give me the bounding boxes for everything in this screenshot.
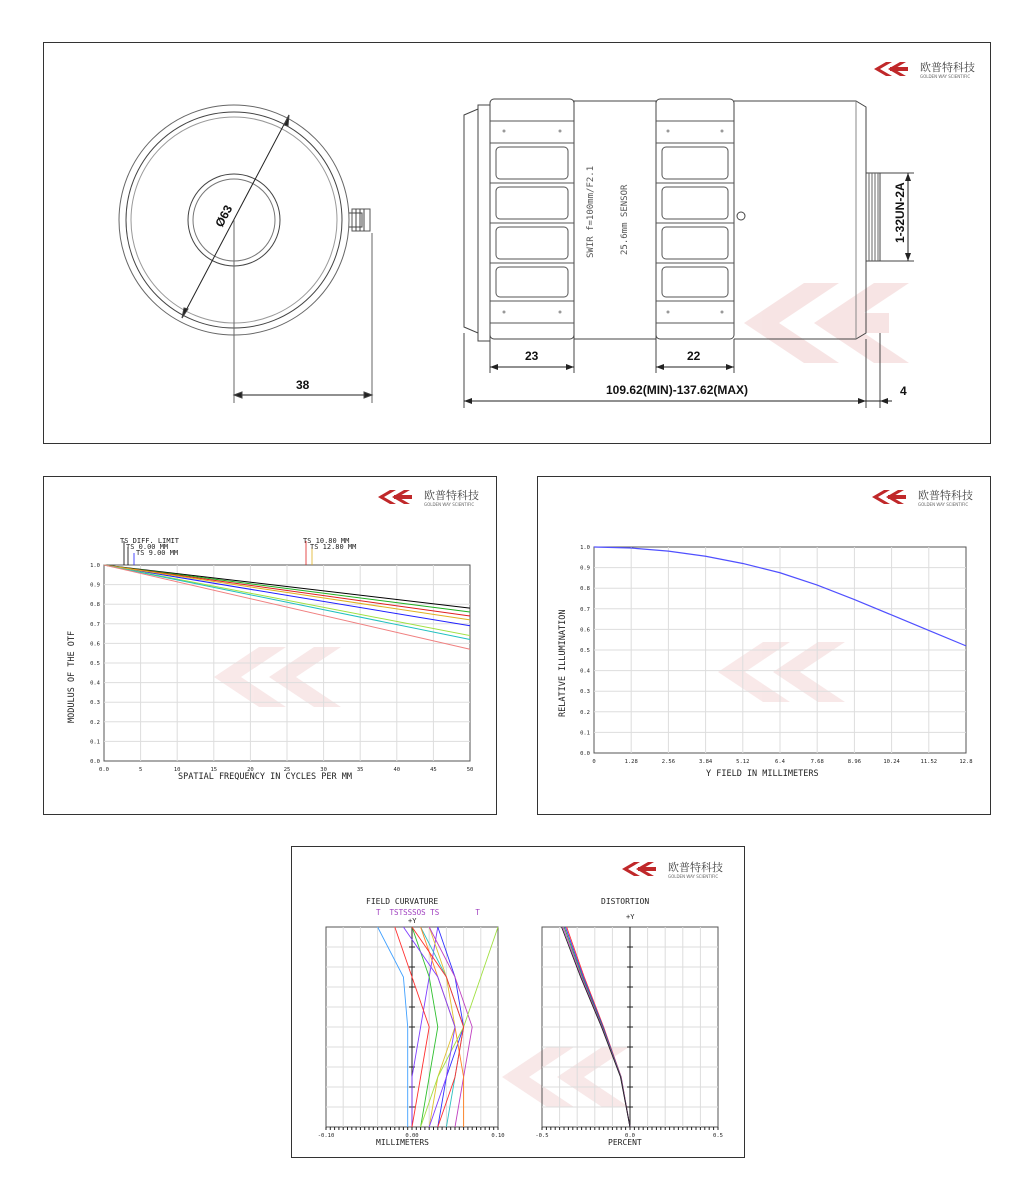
mtf-legend-entry: TS 12.80 MM: [310, 543, 357, 551]
ri-x-tick: 6.4: [775, 759, 785, 765]
logo-text-en: GOLDEN WAY SCIENTIFIC: [918, 502, 969, 507]
mtf-x-tick: 35: [356, 767, 364, 773]
mtf-ylabel: MODULUS OF THE OTF: [67, 630, 77, 723]
mtf-chart: [44, 477, 498, 816]
ri-y-tick: 0.4: [580, 668, 590, 675]
illumination-panel: [537, 476, 991, 815]
ri-y-tick: 0.2: [580, 709, 590, 716]
watermark-logo: [502, 1047, 629, 1107]
fc-axis-label: +Y: [408, 917, 417, 925]
mtf-y-tick: 0.4: [90, 680, 100, 687]
logo-mark: [378, 490, 412, 504]
grip1-dimension: 23: [525, 349, 539, 363]
ri-y-tick: 0.0: [580, 751, 590, 757]
dist-axis-label: +Y: [626, 913, 635, 921]
mtf-y-tick: 0.3: [90, 700, 100, 707]
mtf-legend-entry: TS DIFF. LIMIT: [120, 537, 180, 545]
aberration-panel: [291, 846, 745, 1158]
mtf-x-tick: 40: [393, 767, 401, 773]
engrave-sensor: 25.6mm SENSOR: [620, 184, 630, 255]
logo-text-en: GOLDEN WAY SCIENTIFIC: [668, 874, 719, 879]
logo-text-en: GOLDEN WAY SCIENTIFIC: [920, 74, 971, 79]
fc-x-tick: 0.10: [491, 1133, 505, 1139]
mtf-x-tick: 15: [210, 767, 218, 773]
ri-y-tick: 0.8: [580, 586, 590, 593]
lens-front-view: [119, 105, 372, 403]
mtf-legend-entry: TS 9.00 MM: [136, 549, 179, 557]
logo-text-en: GOLDEN WAY SCIENTIFIC: [424, 502, 475, 507]
length-dimension: 109.62(MIN)-137.62(MAX): [606, 383, 749, 397]
logo-text-cn: 欧普特科技: [918, 489, 973, 502]
fc-x-tick: -0.10: [317, 1133, 335, 1139]
mechanical-drawing-panel: [43, 42, 991, 444]
ri-y-tick: 1.0: [580, 545, 590, 551]
logo-mark: [872, 490, 906, 504]
dist-x-tick: 0.0: [625, 1133, 635, 1139]
flange-dimension: 4: [900, 384, 907, 398]
ri-x-tick: 8.96: [847, 759, 862, 765]
mtf-y-tick: 0.8: [90, 602, 100, 609]
mtf-legend-entry: TS 0.00 MM: [126, 543, 169, 551]
mtf-y-tick: 0.9: [90, 582, 100, 589]
mtf-xlabel: SPATIAL FREQUENCY IN CYCLES PER MM: [178, 772, 352, 782]
mtf-y-tick: 0.1: [90, 739, 100, 746]
ri-y-tick: 0.6: [580, 627, 590, 634]
ri-x-tick: 2.56: [661, 759, 676, 765]
logo: [872, 487, 982, 509]
ri-x-tick: 7.68: [810, 759, 824, 765]
mtf-x-tick: 5: [138, 767, 143, 773]
offset-dimension: 38: [296, 378, 310, 392]
ri-x-tick: 5.12: [736, 759, 750, 765]
mtf-y-tick: 0.0: [90, 759, 100, 765]
fc-xlabel: MILLIMETERS: [376, 1138, 429, 1147]
ri-xlabel: Y FIELD IN MILLIMETERS: [706, 769, 819, 779]
dist-x-tick: 0.5: [713, 1133, 723, 1139]
thread-dimension: 1-32UN-2A: [893, 182, 907, 243]
mtf-legend-entry: TS 10.80 MM: [303, 537, 350, 545]
dist-x-tick: -0.5: [535, 1133, 549, 1139]
aberration-charts: [292, 847, 746, 1159]
ri-y-tick: 0.7: [580, 606, 590, 613]
mechanical-drawing: [44, 43, 992, 445]
ri-x-tick: 0: [592, 759, 596, 765]
mtf-panel: [43, 476, 497, 815]
ri-x-tick: 3.84: [698, 759, 713, 765]
dist-xlabel: PERCENT: [608, 1138, 642, 1147]
ri-y-tick: 0.5: [580, 648, 590, 654]
ri-x-tick: 1.28: [624, 759, 638, 765]
illumination-chart: [538, 477, 992, 816]
fc-title: FIELD CURVATURE: [366, 897, 439, 906]
mtf-y-tick: 0.7: [90, 621, 100, 628]
mtf-x-tick: 10: [173, 767, 181, 773]
ri-y-tick: 0.9: [580, 565, 590, 572]
ri-x-tick: 10.24: [883, 759, 900, 765]
logo: [874, 59, 984, 81]
mtf-y-tick: 0.6: [90, 641, 100, 648]
mtf-x-tick: 30: [320, 767, 327, 773]
mtf-y-tick: 1.0: [90, 563, 100, 569]
mtf-x-tick: 25: [283, 767, 291, 773]
diameter-label: Ø63: [212, 202, 236, 230]
mtf-x-tick: 20: [247, 767, 254, 773]
engrave-focal: SWIR f=100mm/F2.1: [586, 165, 596, 258]
ri-y-tick: 0.3: [580, 689, 590, 696]
logo-text-cn: 欧普特科技: [920, 61, 975, 74]
mtf-x-tick: 0.0: [99, 767, 109, 773]
fc-x-tick: 0.00: [405, 1133, 419, 1139]
ri-x-tick: 12.8: [959, 759, 973, 765]
watermark-logo: [214, 647, 341, 707]
watermark-logo: [718, 642, 845, 702]
dist-title: DISTORTION: [601, 897, 650, 906]
mtf-x-tick: 45: [430, 767, 437, 773]
fc-legend: T TSTSSSOS TS T: [376, 908, 480, 917]
logo-text-cn: 欧普特科技: [424, 489, 479, 502]
mtf-y-tick: 0.5: [90, 661, 100, 667]
mtf-x-tick: 50: [466, 767, 474, 773]
logo: [622, 859, 732, 881]
logo-text-cn: 欧普特科技: [668, 861, 723, 874]
mtf-y-tick: 0.2: [90, 719, 100, 726]
logo-mark: [874, 62, 908, 76]
watermark-logo: [744, 283, 909, 363]
grip2-dimension: 22: [687, 349, 701, 363]
logo-mark: [622, 862, 656, 876]
logo: [378, 487, 488, 509]
ri-ylabel: RELATIVE ILLUMINATION: [558, 609, 568, 717]
ri-x-tick: 11.52: [920, 759, 938, 765]
ri-y-tick: 0.1: [580, 730, 590, 737]
